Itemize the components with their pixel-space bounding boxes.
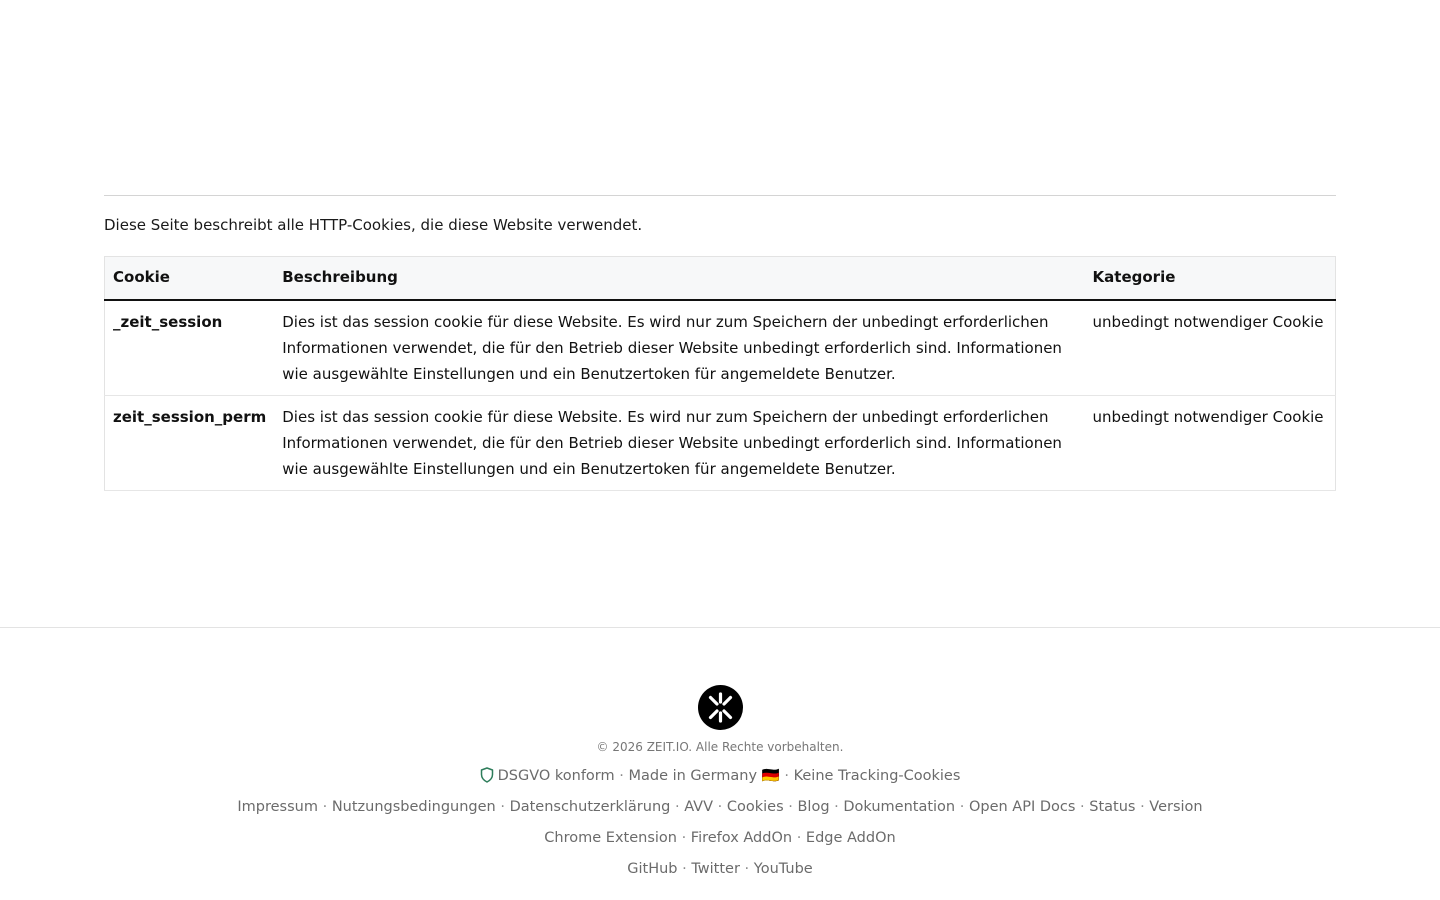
column-header-kategorie: Kategorie: [1085, 257, 1336, 301]
separator: ·: [681, 830, 687, 846]
made-in-germany-badge: Made in Germany 🇩🇪: [628, 768, 780, 784]
footer-link-nutzungsbedingungen[interactable]: Nutzungsbedingungen: [331, 799, 496, 815]
separator: ·: [674, 799, 680, 815]
footer-link-avv[interactable]: AVV: [684, 799, 714, 815]
separator: ·: [717, 799, 723, 815]
footer-extension-links: [0, 828, 1440, 848]
site-footer: [0, 627, 1440, 900]
footer-link-dokumentation[interactable]: Dokumentation: [843, 799, 956, 815]
footer-link-github[interactable]: GitHub: [627, 861, 678, 877]
shield-icon: [480, 767, 494, 783]
footer-link-youtube[interactable]: YouTube: [753, 861, 813, 877]
footer-link-twitter[interactable]: Twitter: [691, 861, 740, 877]
no-tracking-badge: Keine Tracking-Cookies: [793, 768, 961, 784]
footer-link-version[interactable]: Version: [1149, 799, 1203, 815]
separator: ·: [1140, 799, 1145, 815]
footer-link-blog[interactable]: Blog: [797, 799, 830, 815]
copyright-text: © 2026 ZEIT.IO. Alle Rechte vorbehalten.: [596, 740, 844, 754]
footer-link-edge-addon[interactable]: Edge AddOn: [805, 830, 896, 846]
dsgvo-badge: DSGVO konform: [497, 768, 615, 784]
separator: ·: [784, 768, 789, 784]
separator: ·: [322, 799, 328, 815]
separator: ·: [500, 799, 505, 815]
cookie-name: zeit_session_perm: [105, 396, 275, 491]
footer-link-open-api-docs[interactable]: Open API Docs: [968, 799, 1076, 815]
footer-link-impressum[interactable]: Impressum: [237, 799, 318, 815]
footer-link-chrome-extension[interactable]: Chrome Extension: [544, 830, 677, 846]
cookie-category: unbedingt notwendiger Cookie: [1085, 300, 1336, 396]
trust-badges: [0, 766, 1440, 786]
divider: [104, 195, 1336, 196]
footer-link-status[interactable]: Status: [1089, 799, 1136, 815]
footer-social-links: [0, 859, 1440, 879]
table-row: [105, 300, 1336, 396]
column-header-cookie: Cookie: [105, 257, 275, 301]
footer-legal-links: [0, 797, 1440, 817]
cookie-name: _zeit_session: [105, 300, 275, 396]
separator: ·: [744, 861, 750, 877]
main-content: [104, 195, 1336, 491]
table-row: [105, 396, 1336, 491]
cookie-description: Dies ist das session cookie für diese Website. Es wird nur zum Speichern der unbedingt erforderlichen Informationen verwendet, die für den Betrieb dieser Website unbedingt erforderlich sind. Informationen wie ausgewählte Einstellungen und ein Benutzertoken für angemeldete Benutzer.: [274, 396, 1084, 491]
separator: ·: [788, 799, 793, 815]
footer-link-datenschutz[interactable]: Datenschutzerklärung: [509, 799, 671, 815]
footer-link-cookies[interactable]: Cookies: [726, 799, 784, 815]
footer-link-firefox-addon[interactable]: Firefox AddOn: [690, 830, 793, 846]
separator: ·: [796, 830, 802, 846]
intro-text: Diese Seite beschreibt alle HTTP-Cookies, die diese Website verwendet.: [104, 216, 643, 234]
separator: ·: [834, 799, 839, 815]
separator: ·: [619, 768, 624, 784]
separator: ·: [682, 861, 687, 877]
separator: ·: [959, 799, 965, 815]
column-header-beschreibung: Beschreibung: [274, 257, 1084, 301]
cookies-table: [104, 256, 1336, 491]
separator: ·: [1080, 799, 1085, 815]
table-header-row: [105, 257, 1336, 301]
zeit-logo-icon[interactable]: [698, 685, 743, 730]
cookie-category: unbedingt notwendiger Cookie: [1085, 396, 1336, 491]
cookie-description: Dies ist das session cookie für diese Website. Es wird nur zum Speichern der unbedingt erforderlichen Informationen verwendet, die für den Betrieb dieser Website unbedingt erforderlich sind. Informationen wie ausgewählte Einstellungen und ein Benutzertoken für angemeldete Benutzer.: [274, 300, 1084, 396]
